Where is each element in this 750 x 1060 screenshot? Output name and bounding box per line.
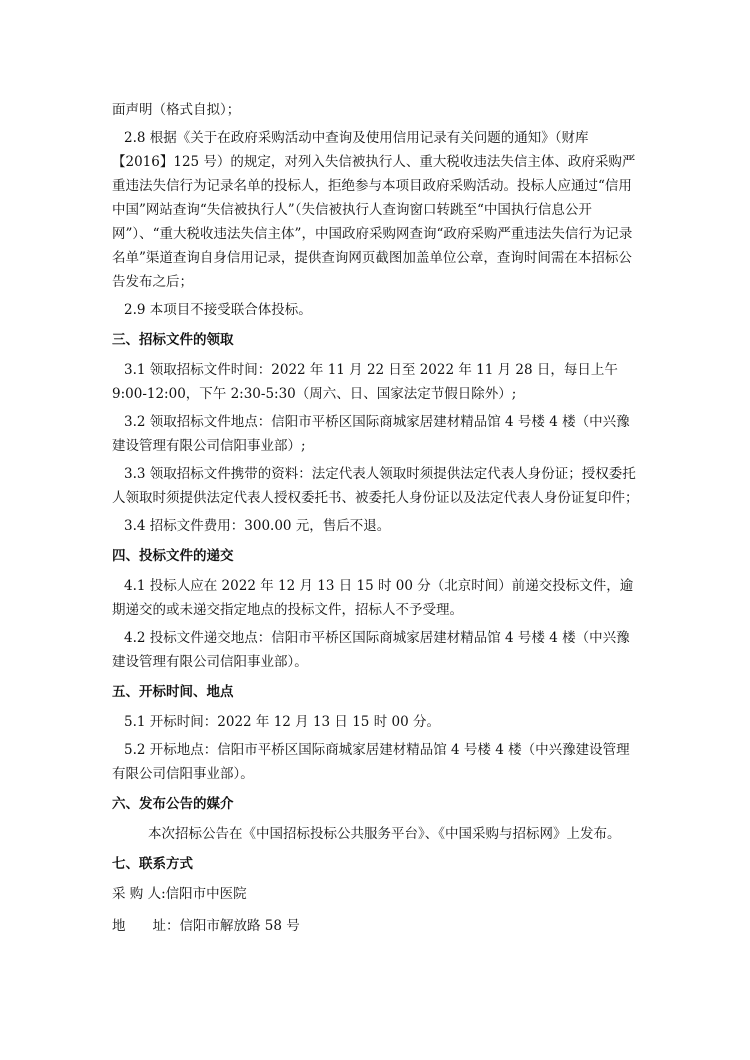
paragraph-3-1: 3.1 领取招标文件时间：2022 年 11 月 22 日至 2022 年 11 月 28 日，每日上午 9:00-12:00，下午 2:30-5:30（周六、日、国家法定节假日除外）; — [112, 362, 618, 402]
paragraph-4-2: 4.2 投标文件递交地点：信阳市平桥区国际商城家居建材精品馆 4 号楼 4 楼（中兴豫建设管理有限公司信阳事业部）。 — [112, 630, 630, 670]
paragraph-2-9: 2.9 本项目不接受联合体投标。 — [124, 302, 312, 318]
paragraph-5-2: 5.2 开标地点：信阳市平桥区国际商城家居建材精品馆 4 号楼 4 楼（中兴豫建设管理有限公司信阳事业部）。 — [112, 742, 630, 782]
paragraph-5-1: 5.1 开标时间：2022 年 12 月 13 日 15 时 00 分。 — [124, 714, 440, 730]
document-body — [112, 98, 642, 946]
paragraph-3-3: 3.3 领取招标文件携带的资料：法定代表人领取时须提供法定代表人身份证；授权委托人领取时须提供法定代表人授权委托书、被委托人身份证以及法定代表人身份证复印件； — [112, 466, 639, 506]
contact-address: 地 址：信阳市解放路 58 号 — [112, 918, 300, 934]
paragraph-2-8: 2.8 根据《关于在政府采购活动中查询及使用信用记录有关问题的通知》（财库【2016】125 号）的规定，对列入失信被执行人、重大税收违法失信主体、政府采购严重违法失信行为记录名单的投标人，拒绝参与本项目政府采购活动。投标人应通过“信用中国”网站查询“失信被执行人”（失信被执行人查询窗口转跳至“中国执行信息公开网”）、“重大税收违法失信主体”，中国政府采购网查询“政府采购严重违法失信行为记录名单”渠道查询自身信用记录，提供查询网页截图加盖单位公章，查询时间需在本招标公告发布之后； — [112, 130, 636, 290]
paragraph-3-2: 3.2 领取招标文件地点：信阳市平桥区国际商城家居建材精品馆 4 号楼 4 楼（中兴豫建设管理有限公司信阳事业部）; — [112, 414, 630, 454]
section-heading-6: 六、发布公告的媒介 — [112, 796, 234, 812]
section-heading-5: 五、开标时间、地点 — [112, 684, 234, 700]
contact-buyer: 采 购 人:信阳市中医院 — [112, 886, 247, 902]
section-heading-4: 四、投标文件的递交 — [112, 548, 234, 564]
paragraph-declaration: 面声明（格式自拟）； — [112, 102, 241, 118]
section-heading-7: 七、联系方式 — [112, 856, 193, 872]
section-heading-3: 三、招标文件的领取 — [112, 332, 234, 348]
paragraph-4-1: 4.1 投标人应在 2022 年 12 月 13 日 15 时 00 分（北京时间）前递交投标文件，逾期递交的或未递交指定地点的投标文件，招标人不予受理。 — [112, 578, 634, 618]
paragraph-3-4: 3.4 招标文件费用：300.00 元，售后不退。 — [124, 518, 391, 534]
paragraph-6: 本次招标公告在《中国招标投标公共服务平台》、《中国采购与招标网》上发布。 — [148, 826, 621, 842]
